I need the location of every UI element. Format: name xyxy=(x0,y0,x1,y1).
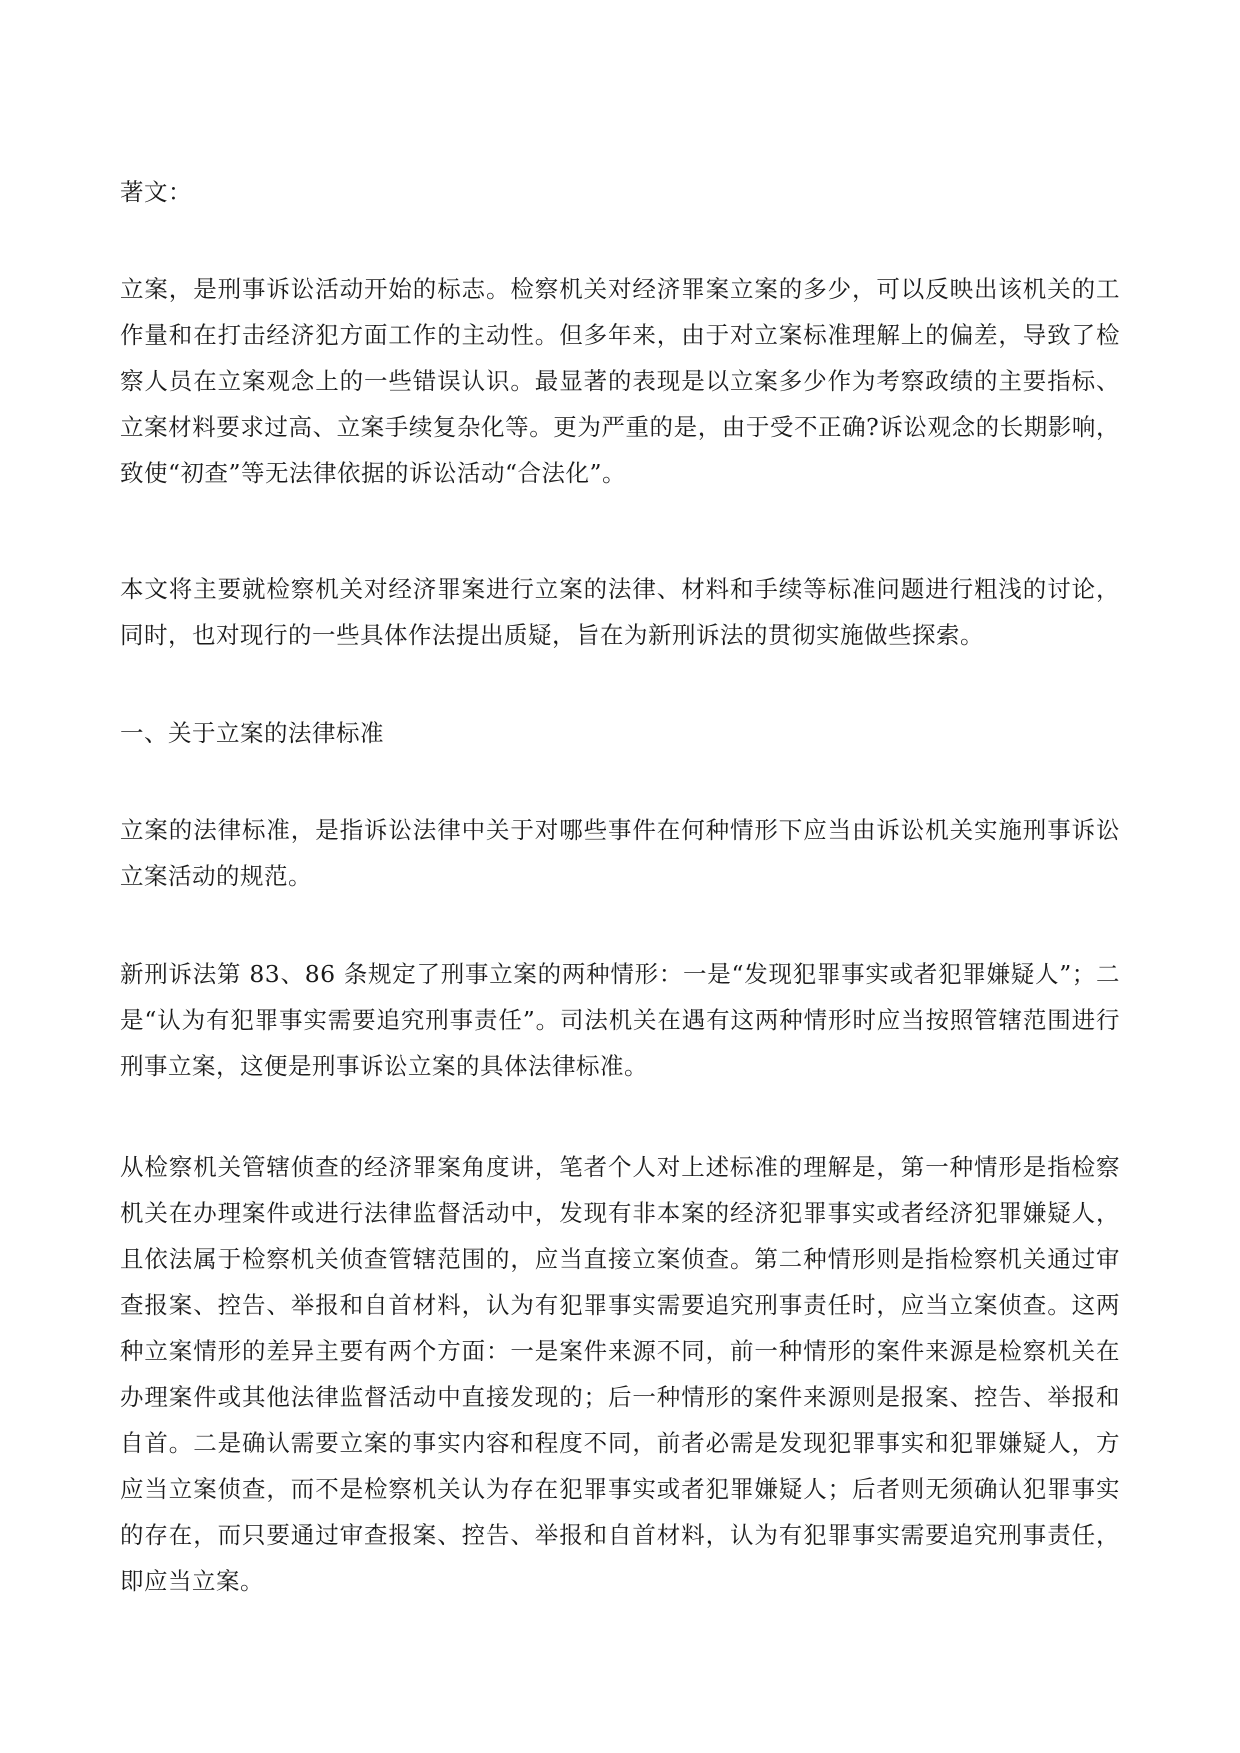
paragraph-law-articles: 新刑诉法第 83、86 条规定了刑事立案的两种情形：一是“发现犯罪事实或者犯罪嫌疑人”；二是“认为有犯罪事实需要追究刑事责任”。司法机关在遇有这两种情形时应当按照管辖范围进行刑事立案，这便是刑事诉讼立案的具体法律标准。 xyxy=(120,960,1120,1080)
author-label: 著文： xyxy=(120,178,192,206)
paragraph-intro: 立案，是刑事诉讼活动开始的标志。检察机关对经济罪案立案的多少，可以反映出该机关的工作量和在打击经济犯方面工作的主动性。但多年来，由于对立案标准理解上的偏差，导致了检察人员在立案观念上的一些错误认识。最显著的表现是以立案多少作为考察政绩的主要指标、立案材料要求过高、立案手续复杂化等。更为严重的是，由于受不正确?诉讼观念的长期影响，致使“初查”等无法律依据的诉讼活动“合法化”。 xyxy=(120,275,1120,487)
paragraph-analysis: 从检察机关管辖侦查的经济罪案角度讲，笔者个人对上述标准的理解是，第一种情形是指检察机关在办理案件或进行法律监督活动中，发现有非本案的经济犯罪事实或者经济犯罪嫌疑人，且依法属于检察机关侦查管辖范围的，应当直接立案侦查。第二种情形则是指检察机关通过审查报案、控告、举报和自首材料，认为有犯罪事实需要追究刑事责任时，应当立案侦查。这两种立案情形的差异主要有两个方面：一是案件来源不同，前一种情形的案件来源是检察机关在办理案件或其他法律监督活动中直接发现的；后一种情形的案件来源则是报案、控告、举报和自首。二是确认需要立案的事实内容和程度不同，前者必需是发现犯罪事实和犯罪嫌疑人，方应当立案侦查，而不是检察机关认为存在犯罪事实或者犯罪嫌疑人；后者则无须确认犯罪事实的存在，而只要通过审查报案、控告、举报和自首材料，认为有犯罪事实需要追究刑事责任，即应当立案。 xyxy=(120,1153,1120,1595)
paragraph-definition: 立案的法律标准，是指诉讼法律中关于对哪些事件在何种情形下应当由诉讼机关实施刑事诉讼立案活动的规范。 xyxy=(120,816,1120,890)
paragraph-purpose: 本文将主要就检察机关对经济罪案进行立案的法律、材料和手续等标准问题进行粗浅的讨论，同时，也对现行的一些具体作法提出质疑，旨在为新刑诉法的贯彻实施做些探索。 xyxy=(120,575,1120,649)
document-page xyxy=(120,0,1120,1753)
section-heading: 一、关于立案的法律标准 xyxy=(120,719,384,747)
